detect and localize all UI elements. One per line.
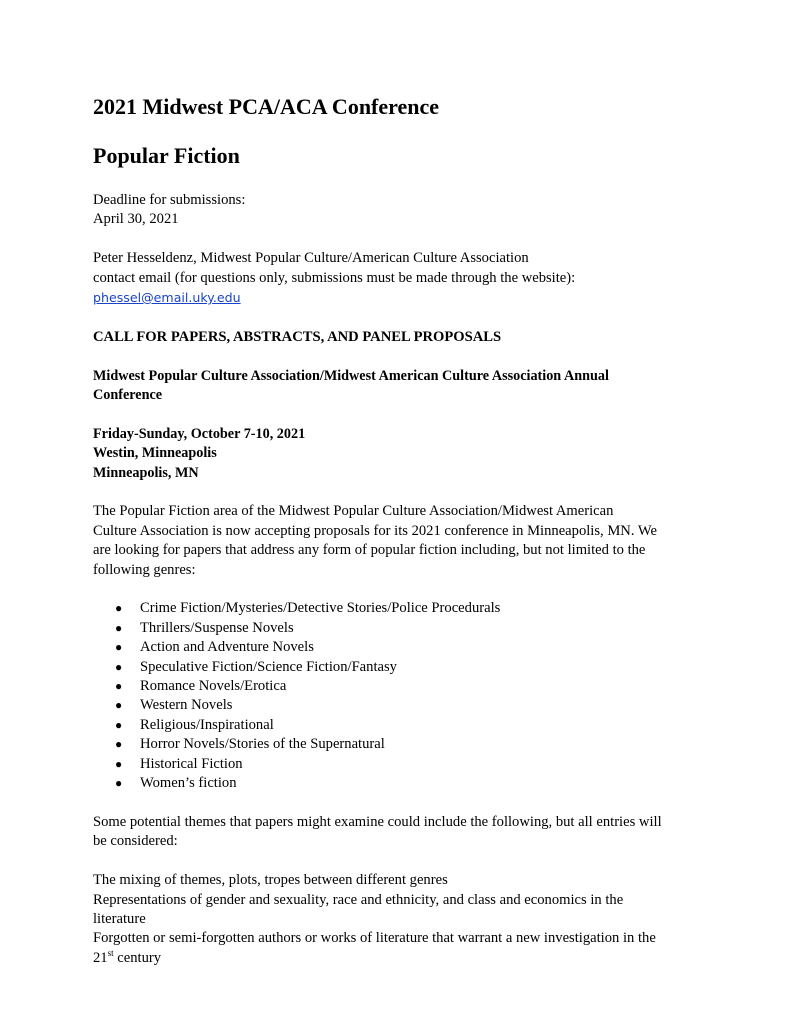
contact-email-line: [93, 288, 713, 308]
bullet-icon: ●: [115, 717, 123, 732]
themes-intro-line: be considered:: [93, 833, 178, 850]
genre-list-item: [93, 599, 713, 618]
intro-line: following genres:: [93, 561, 196, 578]
bullet-icon: ●: [115, 679, 123, 694]
genre-label: Historical Fiction: [140, 755, 243, 772]
genre-list-item: [93, 658, 713, 677]
ordinal-suffix: st: [107, 947, 114, 958]
genre-list-item: [93, 755, 713, 774]
theme-item: [93, 871, 713, 890]
contact-block: [93, 249, 713, 308]
theme-text: literature: [93, 910, 146, 927]
genre-label: Crime Fiction/Mysteries/Detective Stories/Police Procedurals: [140, 600, 501, 617]
themes-intro-line: Some potential themes that papers might examine could include the following, but all entries will: [93, 813, 662, 830]
genre-list-item: [93, 735, 713, 754]
bullet-icon: ●: [115, 640, 123, 655]
contact-note: contact email (for questions only, submissions must be made through the website):: [93, 269, 576, 286]
century-number: 21: [93, 949, 108, 966]
genre-label: Religious/Inspirational: [140, 716, 274, 733]
theme-item: [93, 929, 713, 968]
genre-list-item: [93, 696, 713, 715]
deadline-block: [93, 191, 713, 230]
genre-list-item: [93, 716, 713, 735]
theme-text: Representations of gender and sexuality, race and ethnicity, and class and economics in the: [93, 891, 624, 908]
theme-text-century: [93, 949, 713, 968]
bullet-icon: ●: [115, 601, 123, 616]
genre-label: Romance Novels/Erotica: [140, 678, 287, 695]
call-heading: CALL FOR PAPERS, ABSTRACTS, AND PANEL PROPOSALS: [93, 328, 502, 345]
genre-list: [93, 599, 713, 793]
intro-paragraph: [93, 502, 713, 580]
bullet-icon: ●: [115, 698, 123, 713]
theme-item: [93, 891, 713, 930]
themes-intro: [93, 813, 713, 852]
genre-label: Western Novels: [140, 697, 233, 714]
theme-text: Forgotten or semi-forgotten authors or works of literature that warrant a new investigation in the: [93, 930, 656, 947]
event-city: Minneapolis, MN: [93, 464, 199, 481]
contact-email-link[interactable]: phessel@email.uky.edu: [93, 290, 241, 306]
event-dates: Friday-Sunday, October 7-10, 2021: [93, 425, 306, 442]
bullet-icon: ●: [115, 776, 123, 791]
century-word: century: [113, 949, 162, 966]
document-subtitle: Popular Fiction: [93, 143, 240, 168]
theme-text: The mixing of themes, plots, tropes between different genres: [93, 872, 448, 889]
conference-name: [93, 367, 713, 406]
themes-list: [93, 871, 713, 968]
genre-label: Action and Adventure Novels: [140, 639, 314, 656]
genre-list-item: [93, 774, 713, 793]
deadline-label: Deadline for submissions:: [93, 192, 246, 208]
genre-list-item: [93, 638, 713, 657]
genre-label: Thrillers/Suspense Novels: [140, 619, 294, 636]
genre-label: Speculative Fiction/Science Fiction/Fantasy: [140, 658, 397, 675]
event-venue: Westin, Minneapolis: [93, 445, 217, 462]
contact-name: Peter Hesseldenz, Midwest Popular Culture/American Culture Association: [93, 250, 529, 267]
document-title: 2021 Midwest PCA/ACA Conference: [93, 94, 440, 119]
intro-line: are looking for papers that address any form of popular fiction including, but not limited to the: [93, 542, 646, 559]
genre-list-item: [93, 619, 713, 638]
event-details: [93, 425, 713, 483]
bullet-icon: ●: [115, 756, 123, 771]
genre-label: Women’s fiction: [140, 775, 237, 792]
bullet-icon: ●: [115, 659, 123, 674]
bullet-icon: ●: [115, 620, 123, 635]
intro-line: The Popular Fiction area of the Midwest Popular Culture Association/Midwest American: [93, 503, 614, 520]
conference-name-line1: Midwest Popular Culture Association/Midwest American Culture Association Annual: [93, 367, 609, 384]
conference-name-line2: Conference: [93, 387, 163, 404]
bullet-icon: ●: [115, 737, 123, 752]
genre-list-item: [93, 677, 713, 696]
genre-label: Horror Novels/Stories of the Supernatural: [140, 736, 385, 753]
intro-line: Culture Association is now accepting proposals for its 2021 conference in Minneapolis, MN. We: [93, 522, 657, 539]
deadline-date: April 30, 2021: [93, 211, 179, 228]
document-body: [93, 191, 713, 968]
